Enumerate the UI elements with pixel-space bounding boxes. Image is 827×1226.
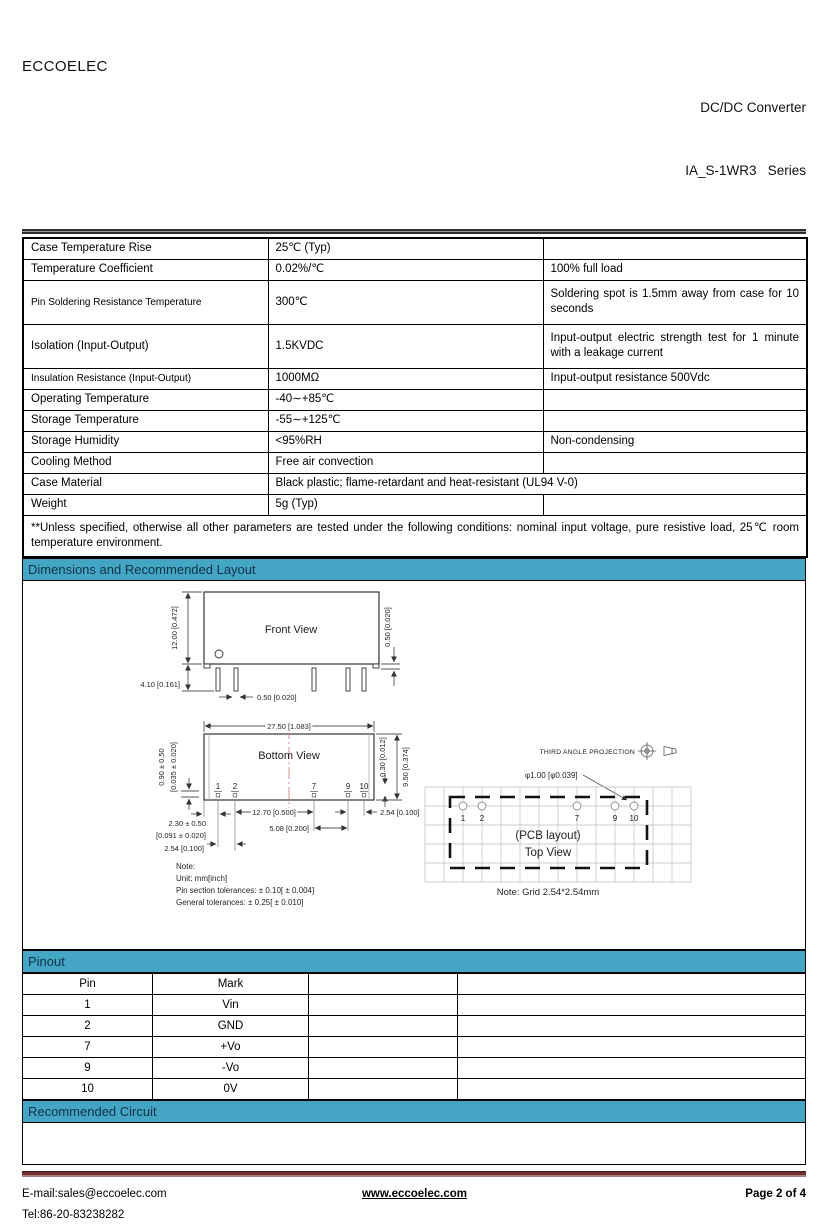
front-view-drawing xyxy=(140,592,400,702)
spec-table xyxy=(22,237,808,558)
section-bar-dimensions: Dimensions and Recommended Layout xyxy=(22,558,806,581)
table-row xyxy=(23,995,806,1016)
pinout-mark: 0V xyxy=(153,1079,309,1100)
dimensions-drawing-area xyxy=(22,581,806,950)
pinout-cell-empty xyxy=(309,1079,458,1100)
spec-note xyxy=(543,238,807,259)
table-row xyxy=(23,452,807,473)
pcb-layout-drawing xyxy=(425,742,691,898)
spec-note xyxy=(543,389,807,410)
pinout-pin: 9 xyxy=(23,1058,153,1079)
pcb-pin-numbers xyxy=(461,814,639,823)
spec-param: Insulation Resistance (Input-Output) xyxy=(23,368,268,389)
table-row xyxy=(23,1016,806,1037)
spec-param: Storage Humidity xyxy=(23,431,268,452)
spec-param: Weight xyxy=(23,494,268,515)
pinout-header-pin: Pin xyxy=(23,974,153,995)
pinout-cell-empty xyxy=(458,1058,806,1079)
spec-note: Input-output resistance 500Vdc xyxy=(543,368,807,389)
table-row xyxy=(23,1058,806,1079)
front-pins xyxy=(216,668,366,691)
footer-website-link[interactable]: www.eccoelec.com xyxy=(361,1188,468,1200)
pinout-cell-empty xyxy=(309,1037,458,1058)
recommended-circuit-area xyxy=(22,1123,806,1165)
spec-param: Storage Temperature xyxy=(23,410,268,431)
doc-footer xyxy=(22,1184,806,1226)
front-view-title: Front View xyxy=(264,624,318,636)
bottom-view-title: Bottom View xyxy=(258,750,320,762)
spec-value: Black plastic; flame-retardant and heat-resistant (UL94 V-0) xyxy=(268,473,807,494)
spec-value: <95%RH xyxy=(268,431,543,452)
svg-text:7: 7 xyxy=(311,782,317,791)
footer-divider xyxy=(22,1171,806,1177)
table-row xyxy=(23,431,807,452)
svg-text:2: 2 xyxy=(232,782,238,791)
table-row xyxy=(23,324,807,368)
table-row xyxy=(23,494,807,515)
spec-note xyxy=(543,494,807,515)
pinout-pin: 1 xyxy=(23,995,153,1016)
spec-param: Temperature Coefficient xyxy=(23,259,268,280)
spec-note: Soldering spot is 1.5mm away from case for 10 seconds xyxy=(543,280,807,324)
table-row xyxy=(23,368,807,389)
pinout-pin: 7 xyxy=(23,1037,153,1058)
case-foot xyxy=(373,664,379,668)
table-row xyxy=(23,410,807,431)
table-row xyxy=(23,1037,806,1058)
spec-param: Operating Temperature xyxy=(23,389,268,410)
pinout-cell-empty xyxy=(458,1037,806,1058)
hole-diameter-label: φ1.00 [φ0.039] xyxy=(525,771,578,780)
dimension-label: 0.50 [0.020] xyxy=(257,693,297,702)
brand-logo-text: ECCOELEC xyxy=(22,58,108,75)
product-title: DC/DC Converter xyxy=(700,100,806,115)
series-title: IA_S-1WR3 Series xyxy=(685,163,806,178)
pinout-cell-empty xyxy=(309,974,458,995)
spec-value: 1000MΩ xyxy=(268,368,543,389)
third-angle-projection-icon xyxy=(638,742,676,760)
dimension-label: 0.50 [0.020] xyxy=(383,607,392,647)
spec-value: Free air convection xyxy=(268,452,543,473)
spec-value: 0.02%/℃ xyxy=(268,259,543,280)
dimension-label: 2.30 ± 0.50 xyxy=(168,819,206,828)
pinout-mark: -Vo xyxy=(153,1058,309,1079)
table-row xyxy=(23,238,807,259)
pinout-cell-empty xyxy=(458,1016,806,1037)
doc-header xyxy=(22,55,806,223)
spec-param: Case Material xyxy=(23,473,268,494)
svg-text:9: 9 xyxy=(612,814,618,823)
footer-tel: Tel:86-20-83238282 xyxy=(22,1209,125,1221)
pinout-cell-empty xyxy=(309,1016,458,1037)
dimensions-drawing xyxy=(23,581,805,948)
spec-note: Non-condensing xyxy=(543,431,807,452)
pinout-pin: 10 xyxy=(23,1079,153,1100)
dimension-label: [0.035 ± 0.020] xyxy=(169,742,178,792)
table-row xyxy=(23,974,806,995)
svg-text:2: 2 xyxy=(479,814,485,823)
pinout-cell-empty xyxy=(309,1058,458,1079)
spec-param: Isolation (Input-Output) xyxy=(23,324,268,368)
pcb-caption: Top View xyxy=(524,847,572,859)
spec-value: 25℃ (Typ) xyxy=(268,238,543,259)
pinout-mark: Vin xyxy=(153,995,309,1016)
section-bar-circuit: Recommended Circuit xyxy=(22,1100,806,1123)
spec-note: 100% full load xyxy=(543,259,807,280)
dimension-label: 0.90 ± 0.50 xyxy=(157,748,166,786)
pinout-table xyxy=(22,973,806,1100)
drawing-notes xyxy=(176,862,314,907)
footer-page-number: Page 2 of 4 xyxy=(745,1188,806,1200)
test-conditions-note: **Unless specified, otherwise all other parameters are tested under the following conditions: nominal input voltage, pure resistive load, 25℃ room temperature environment. xyxy=(23,515,807,557)
case-foot xyxy=(204,664,210,668)
table-row xyxy=(23,389,807,410)
dimension-label: 2.54 [0.100] xyxy=(380,808,420,817)
spec-value: -40∼+85℃ xyxy=(268,389,543,410)
svg-text:10: 10 xyxy=(359,782,369,791)
dimension-label: [0.091 ± 0.020] xyxy=(156,831,206,840)
svg-text:1: 1 xyxy=(460,814,466,823)
table-row xyxy=(23,473,807,494)
dimension-label: 9.50 [0.374] xyxy=(401,747,410,787)
grid-note: Note: Grid 2.54*2.54mm xyxy=(496,887,600,898)
pinout-mark: +Vo xyxy=(153,1037,309,1058)
dimension-label: 12.00 [0.472] xyxy=(170,606,179,650)
spec-value: 5g (Typ) xyxy=(268,494,543,515)
pinout-pin: 2 xyxy=(23,1016,153,1037)
svg-text:General tolerances: ± 0.25[ ±: General tolerances: ± 0.25[ ± 0.010] xyxy=(176,898,304,907)
svg-text:Note:: Note: xyxy=(176,862,196,871)
section-bar-pinout: Pinout xyxy=(22,950,806,973)
pinout-cell-empty xyxy=(458,1079,806,1100)
spec-value: -55∼+125℃ xyxy=(268,410,543,431)
svg-text:7: 7 xyxy=(574,814,580,823)
spec-note: Input-output electric strength test for 1 minute with a leakage current xyxy=(543,324,807,368)
projection-label: THIRD ANGLE PROJECTION xyxy=(539,749,635,756)
pinout-cell-empty xyxy=(309,995,458,1016)
header-divider xyxy=(22,229,806,234)
table-row xyxy=(23,280,807,324)
pinout-cell-empty xyxy=(458,974,806,995)
dimension-label: 27.50 [1.083] xyxy=(267,722,311,731)
svg-text:9: 9 xyxy=(345,782,351,791)
pinout-mark: GND xyxy=(153,1016,309,1037)
dimension-label: 2.54 [0.100] xyxy=(164,844,204,853)
spec-param: Cooling Method xyxy=(23,452,268,473)
svg-text:Pin section tolerances: ± 0.1: Pin section tolerances: ± 0.10[ ± 0.004] xyxy=(176,886,315,895)
spec-note xyxy=(543,452,807,473)
spec-param: Case Temperature Rise xyxy=(23,238,268,259)
bottom-view-drawing xyxy=(156,721,420,907)
table-row xyxy=(23,1079,806,1100)
spec-value: 300℃ xyxy=(268,280,543,324)
footer-email: E-mail:sales@eccoelec.com xyxy=(22,1188,167,1200)
spec-param: Pin Soldering Resistance Temperature xyxy=(23,280,268,324)
header-right xyxy=(685,55,806,223)
svg-text:1: 1 xyxy=(215,782,221,791)
pcb-caption: (PCB layout) xyxy=(515,830,581,842)
dimension-label: 0.30 [0.012] xyxy=(378,737,387,777)
spec-note xyxy=(543,410,807,431)
spec-value: 1.5KVDC xyxy=(268,324,543,368)
table-row xyxy=(23,515,807,557)
dimension-label: 4.10 [0.161] xyxy=(140,680,180,689)
dimension-label: 5.08 [0.200] xyxy=(269,824,309,833)
pinout-cell-empty xyxy=(458,995,806,1016)
dimension-label: 12.70 [0.500] xyxy=(252,808,296,817)
svg-text:Unit: mm[inch]: Unit: mm[inch] xyxy=(176,874,228,883)
pinout-header-mark: Mark xyxy=(153,974,309,995)
svg-text:10: 10 xyxy=(629,814,639,823)
table-row xyxy=(23,259,807,280)
